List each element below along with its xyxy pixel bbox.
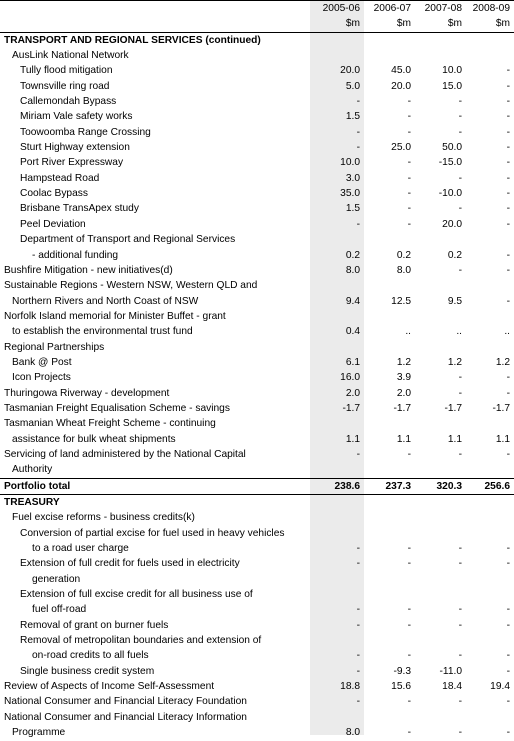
row-value <box>310 32 364 48</box>
table-row <box>0 278 514 293</box>
row-value <box>364 32 415 48</box>
table-row <box>0 710 514 725</box>
row-value <box>415 526 466 541</box>
table-row <box>0 155 514 170</box>
row-value: .. <box>456 326 462 338</box>
row-value: 0.2 <box>447 249 462 261</box>
row-label: TREASURY <box>4 497 60 508</box>
row-value: - <box>506 111 510 123</box>
row-label: Tasmanian Freight Equalisation Scheme - savings <box>4 402 230 414</box>
table-row <box>0 602 514 617</box>
row-value: - <box>356 650 360 662</box>
row-value <box>364 710 415 725</box>
row-value: 1.2 <box>447 356 462 368</box>
row-value <box>310 462 364 478</box>
row-value: - <box>506 604 510 616</box>
table-row <box>0 694 514 709</box>
row-value <box>466 232 514 247</box>
unit-header-row <box>0 16 514 32</box>
row-value: -1.7 <box>492 402 510 414</box>
row-value: 8.0 <box>345 727 360 739</box>
row-value: - <box>506 543 510 555</box>
row-value <box>310 309 364 324</box>
row-label: to establish the environmental trust fund <box>12 326 193 338</box>
row-label: fuel off-road <box>32 604 87 616</box>
row-value: 320.3 <box>415 478 466 494</box>
row-label: generation <box>32 573 81 585</box>
table-row <box>0 109 514 124</box>
row-value: 1.1 <box>495 433 510 445</box>
row-value: 8.0 <box>396 264 411 276</box>
row-value: -1.7 <box>444 402 462 414</box>
row-value <box>310 48 364 63</box>
table-row <box>0 340 514 355</box>
row-value <box>466 510 514 525</box>
row-value: - <box>506 96 510 108</box>
table-row <box>0 48 514 63</box>
row-value: 5.0 <box>345 80 360 92</box>
row-value: - <box>407 448 411 460</box>
row-value <box>310 495 364 511</box>
row-value: - <box>407 619 411 631</box>
row-value: - <box>407 203 411 215</box>
row-label: Authority <box>12 464 53 476</box>
row-value: 0.4 <box>345 326 360 338</box>
row-value: 15.0 <box>442 80 462 92</box>
year-header: 2005-06 <box>310 1 364 17</box>
table-row <box>0 664 514 679</box>
year-header-row <box>0 1 514 17</box>
row-value <box>466 495 514 511</box>
row-label: Removal of metropolitan boundaries and extension of <box>20 635 262 647</box>
row-value <box>310 416 364 431</box>
row-value: 20.0 <box>340 65 360 77</box>
table-row <box>0 309 514 324</box>
row-label: Peel Deviation <box>20 218 86 230</box>
table-row <box>0 587 514 602</box>
row-value: - <box>407 696 411 708</box>
row-value: -11.0 <box>439 665 462 677</box>
row-value: 256.6 <box>466 478 514 494</box>
row-label: National Consumer and Financial Literacy Foundation <box>4 696 247 708</box>
row-label: Toowoomba Range Crossing <box>20 126 151 138</box>
row-value: 1.2 <box>495 356 510 368</box>
row-value <box>466 633 514 648</box>
row-label: Department of Transport and Regional Services <box>20 234 236 246</box>
row-value: - <box>458 650 462 662</box>
table-row <box>0 355 514 370</box>
row-value: - <box>506 65 510 77</box>
row-value: 1.1 <box>345 433 360 445</box>
row-value: - <box>458 619 462 631</box>
row-label: assistance for bulk wheat shipments <box>12 433 176 445</box>
row-value: 1.1 <box>447 433 462 445</box>
row-value: - <box>458 448 462 460</box>
row-value <box>415 340 466 355</box>
row-value: 12.5 <box>391 295 411 307</box>
table-row <box>0 370 514 385</box>
row-value <box>364 340 415 355</box>
row-label: Extension of full credit for fuels used in electricity <box>20 558 240 570</box>
row-value: 6.1 <box>345 356 360 368</box>
row-value: - <box>407 604 411 616</box>
row-value: - <box>458 387 462 399</box>
row-label: Townsville ring road <box>20 80 110 92</box>
row-label: Brisbane TransApex study <box>20 203 139 215</box>
row-value <box>466 48 514 63</box>
table-row <box>0 217 514 232</box>
row-value: - <box>407 727 411 739</box>
row-value <box>415 462 466 478</box>
table-row <box>0 294 514 309</box>
row-label: Regional Partnerships <box>4 341 105 353</box>
row-label: Fuel excise reforms - business credits(k) <box>12 512 195 524</box>
row-value: - <box>356 142 360 154</box>
row-value: - <box>458 96 462 108</box>
row-value: - <box>458 372 462 384</box>
row-value: 18.8 <box>340 681 360 693</box>
row-value: - <box>506 142 510 154</box>
row-value <box>364 416 415 431</box>
row-value: .. <box>504 326 510 338</box>
row-value <box>310 526 364 541</box>
row-value: - <box>506 295 510 307</box>
row-value: -15.0 <box>438 157 462 169</box>
table-row <box>0 541 514 556</box>
table-row <box>0 32 514 48</box>
row-label: Miriam Vale safety works <box>20 111 133 123</box>
row-value <box>415 495 466 511</box>
row-label: Review of Aspects of Income Self-Assessment <box>4 681 215 693</box>
row-value: - <box>506 558 510 570</box>
row-value <box>466 278 514 293</box>
row-value: - <box>407 650 411 662</box>
unit-header: $m <box>364 16 415 32</box>
row-value <box>415 309 466 324</box>
unit-header: $m <box>415 16 466 32</box>
row-value: - <box>506 448 510 460</box>
row-label: Thuringowa Riverway - development <box>4 387 170 399</box>
row-value <box>310 510 364 525</box>
row-value <box>415 32 466 48</box>
row-value: -9.3 <box>393 665 411 677</box>
table-row <box>0 572 514 587</box>
row-value <box>415 278 466 293</box>
row-value <box>415 572 466 587</box>
row-value: - <box>356 696 360 708</box>
row-value: 10.0 <box>442 65 462 77</box>
unit-header: $m <box>310 16 364 32</box>
row-value <box>466 340 514 355</box>
unit-header: $m <box>466 16 514 32</box>
row-value: - <box>356 126 360 138</box>
row-label: Tully flood mitigation <box>20 65 113 77</box>
row-label: Extension of full excise credit for all business use of <box>20 589 253 601</box>
row-value: 1.2 <box>396 356 411 368</box>
row-value: 20.0 <box>442 218 462 230</box>
row-value: - <box>407 543 411 555</box>
row-value <box>310 572 364 587</box>
row-value: - <box>356 448 360 460</box>
row-value: - <box>458 558 462 570</box>
row-value <box>364 633 415 648</box>
row-value: 1.5 <box>345 203 360 215</box>
table-row <box>0 556 514 571</box>
row-value <box>466 309 514 324</box>
row-value <box>364 48 415 63</box>
row-value: 10.0 <box>340 157 360 169</box>
row-value: - <box>407 126 411 138</box>
row-value: 237.3 <box>364 478 415 494</box>
header-spacer <box>0 16 310 32</box>
row-value: 3.0 <box>345 172 360 184</box>
table-row <box>0 324 514 339</box>
row-value <box>364 232 415 247</box>
table-row <box>0 186 514 201</box>
row-label: Northern Rivers and North Coast of NSW <box>12 295 199 307</box>
year-header: 2008-09 <box>466 1 514 17</box>
row-value <box>466 416 514 431</box>
row-label: to a road user charge <box>32 543 129 555</box>
row-value: 50.0 <box>442 142 462 154</box>
row-value <box>466 462 514 478</box>
row-label: on-road credits to all fuels <box>32 650 149 662</box>
row-label: Bushfire Mitigation - new initiatives(d) <box>4 264 173 276</box>
table-row <box>0 416 514 431</box>
row-value: - <box>506 172 510 184</box>
row-label: Conversion of partial excise for fuel used in heavy vehicles <box>20 527 285 539</box>
row-value: 2.0 <box>396 387 411 399</box>
row-value: - <box>506 203 510 215</box>
row-value <box>415 710 466 725</box>
year-header: 2006-07 <box>364 1 415 17</box>
row-value: - <box>458 543 462 555</box>
table-row <box>0 232 514 247</box>
row-label: Sturt Highway extension <box>20 142 130 154</box>
row-value <box>310 340 364 355</box>
table-row <box>0 94 514 109</box>
row-value <box>364 587 415 602</box>
row-value: - <box>506 372 510 384</box>
row-label: Port River Expressway <box>20 157 124 169</box>
row-value: 3.9 <box>396 372 411 384</box>
row-value: -1.7 <box>393 402 411 414</box>
row-value <box>310 587 364 602</box>
row-value: 0.2 <box>345 249 360 261</box>
table-row <box>0 526 514 541</box>
row-value: - <box>506 665 510 677</box>
row-value <box>364 462 415 478</box>
table-row <box>0 432 514 447</box>
row-value <box>466 32 514 48</box>
row-value <box>415 232 466 247</box>
row-value: - <box>506 696 510 708</box>
row-value: 15.6 <box>391 681 411 693</box>
row-value: 16.0 <box>340 372 360 384</box>
row-value: 45.0 <box>391 65 411 77</box>
row-value <box>310 710 364 725</box>
table-row <box>0 140 514 155</box>
row-value <box>466 710 514 725</box>
row-value <box>415 510 466 525</box>
row-label: Sustainable Regions - Western NSW, Western QLD and <box>4 280 258 292</box>
row-value: 1.5 <box>345 111 360 123</box>
row-value: 238.6 <box>310 478 364 494</box>
table-row <box>0 79 514 94</box>
row-value: - <box>506 619 510 631</box>
row-value <box>466 572 514 587</box>
table-row <box>0 495 514 511</box>
row-value: .. <box>405 326 411 338</box>
row-value: - <box>506 80 510 92</box>
row-value <box>364 510 415 525</box>
row-label: Norfolk Island memorial for Minister Buffet - grant <box>4 310 226 322</box>
row-value: - <box>506 188 510 200</box>
row-value: - <box>458 696 462 708</box>
row-value: 8.0 <box>345 264 360 276</box>
row-label: TRANSPORT AND REGIONAL SERVICES (continued) <box>4 34 261 46</box>
row-label: Removal of grant on burner fuels <box>20 619 169 631</box>
row-label: National Consumer and Financial Literacy Information <box>4 711 247 723</box>
row-value: - <box>407 111 411 123</box>
row-value <box>364 526 415 541</box>
row-value <box>310 232 364 247</box>
table-row <box>0 248 514 263</box>
row-value: - <box>458 172 462 184</box>
row-value: - <box>458 264 462 276</box>
row-label: Hampstead Road <box>20 172 100 184</box>
row-value: - <box>407 188 411 200</box>
row-value: - <box>407 96 411 108</box>
table-row <box>0 201 514 216</box>
row-label: Single business credit system <box>20 665 155 677</box>
row-value <box>415 633 466 648</box>
row-label: Tasmanian Wheat Freight Scheme - continuing <box>4 418 216 430</box>
row-value: 2.0 <box>345 387 360 399</box>
row-value: 1.1 <box>396 433 411 445</box>
row-value: - <box>407 558 411 570</box>
table-row <box>0 478 514 494</box>
row-value: 19.4 <box>490 681 510 693</box>
row-value: - <box>458 203 462 215</box>
table-row <box>0 725 514 740</box>
row-value: - <box>506 387 510 399</box>
table-row <box>0 679 514 694</box>
row-value <box>364 309 415 324</box>
table-row <box>0 171 514 186</box>
row-label: Portfolio total <box>0 478 310 494</box>
row-value: 25.0 <box>391 142 411 154</box>
row-value <box>466 526 514 541</box>
row-label: Servicing of land administered by the National Capital <box>4 448 246 460</box>
row-value <box>310 633 364 648</box>
table-row <box>0 633 514 648</box>
row-label: Callemondah Bypass <box>20 96 117 108</box>
row-value: - <box>458 111 462 123</box>
row-value <box>415 416 466 431</box>
row-value <box>415 48 466 63</box>
row-label: Programme <box>12 727 66 739</box>
row-value: - <box>356 604 360 616</box>
table-row <box>0 510 514 525</box>
table-row <box>0 447 514 462</box>
row-value <box>364 495 415 511</box>
row-value <box>415 587 466 602</box>
row-value <box>310 278 364 293</box>
row-value: 18.4 <box>442 681 462 693</box>
row-label: Icon Projects <box>12 372 71 384</box>
table-row <box>0 462 514 478</box>
row-value: - <box>506 727 510 739</box>
row-value: - <box>356 543 360 555</box>
table-row <box>0 125 514 140</box>
row-label: AusLink National Network <box>12 50 129 62</box>
row-value: 9.5 <box>447 295 462 307</box>
row-value: 0.2 <box>396 249 411 261</box>
row-value: -1.7 <box>342 402 360 414</box>
row-value: - <box>506 218 510 230</box>
table-row <box>0 263 514 278</box>
header-spacer <box>0 1 310 17</box>
row-value: - <box>356 619 360 631</box>
row-value: -10.0 <box>438 188 462 200</box>
row-value: - <box>356 665 360 677</box>
row-value: - <box>506 650 510 662</box>
table-row <box>0 401 514 416</box>
row-value: - <box>506 249 510 261</box>
row-value: - <box>356 218 360 230</box>
table-row <box>0 63 514 78</box>
year-header: 2007-08 <box>415 1 466 17</box>
row-value: - <box>407 172 411 184</box>
table-row <box>0 618 514 633</box>
row-value: - <box>506 157 510 169</box>
row-value <box>466 587 514 602</box>
row-value: - <box>356 96 360 108</box>
row-value: - <box>458 126 462 138</box>
row-value: - <box>407 218 411 230</box>
row-value <box>364 572 415 587</box>
row-value: 35.0 <box>340 188 360 200</box>
row-value: 20.0 <box>391 80 411 92</box>
row-value: - <box>458 727 462 739</box>
row-value: - <box>506 126 510 138</box>
row-label: Bank @ Post <box>12 356 72 368</box>
row-value: 9.4 <box>345 295 360 307</box>
table-row <box>0 648 514 663</box>
row-value: - <box>407 157 411 169</box>
row-value <box>364 278 415 293</box>
row-value: - <box>506 264 510 276</box>
row-value: - <box>356 558 360 570</box>
row-label: - additional funding <box>32 249 119 261</box>
row-label: Coolac Bypass <box>20 188 88 200</box>
table-row <box>0 386 514 401</box>
table-body <box>0 32 514 740</box>
row-value: - <box>458 604 462 616</box>
